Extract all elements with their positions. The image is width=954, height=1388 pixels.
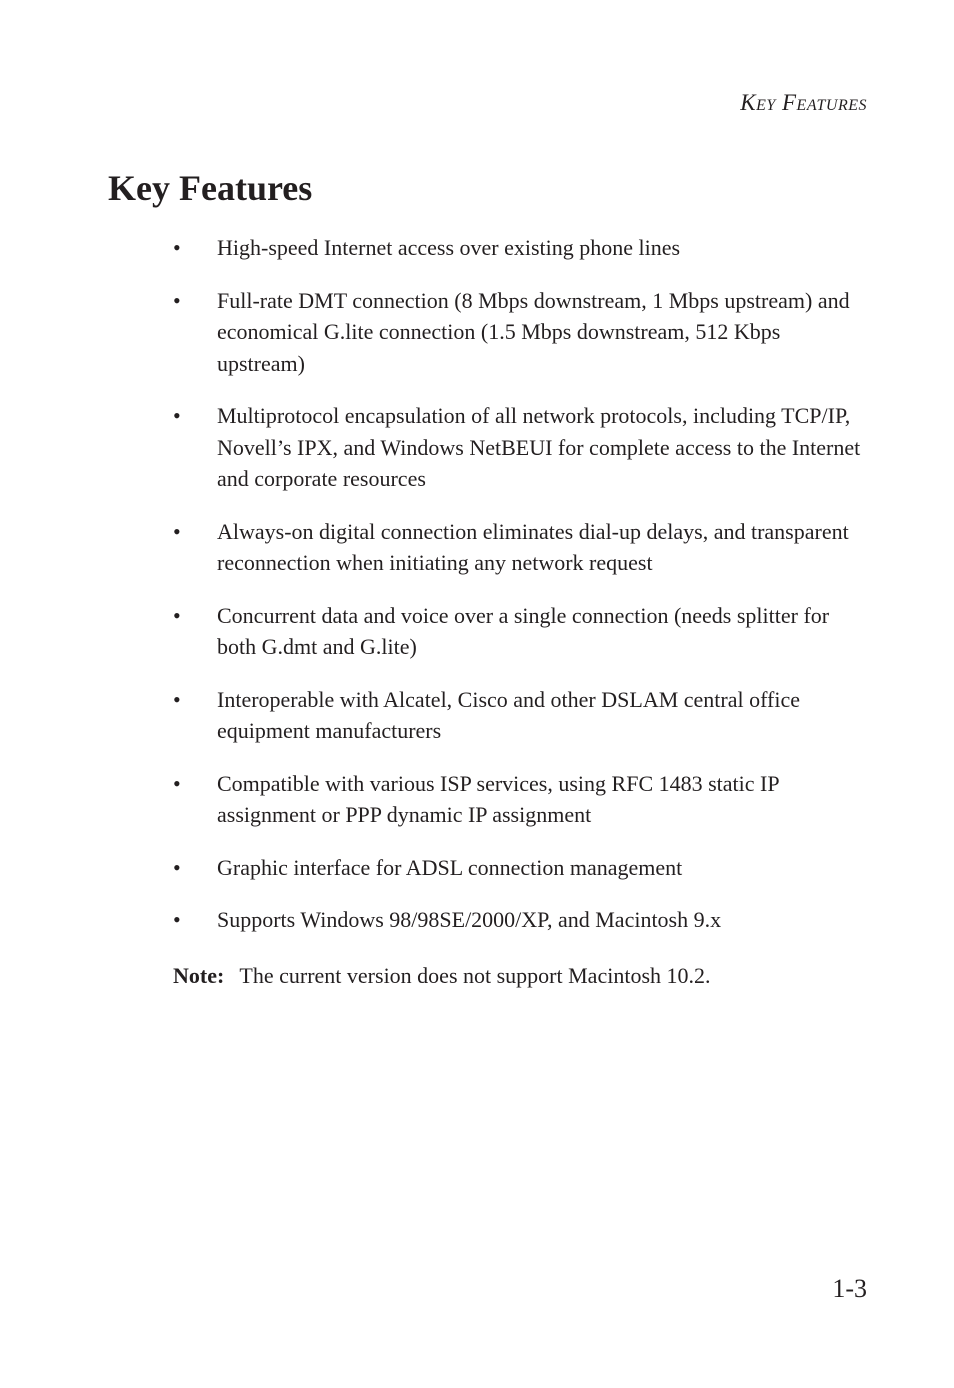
feature-text: High-speed Internet access over existing phone lines bbox=[217, 235, 681, 260]
feature-text: Compatible with various ISP services, using RFC 1483 static IP assignment or PPP dynamic IP assignment bbox=[217, 770, 779, 827]
feature-text: Graphic interface for ADSL connection management bbox=[217, 854, 683, 880]
feature-text: Full-rate DMT connection (8 Mbps downstream, 1 Mbps upstream) and economical G.lite connection (1.5 Mbps downstream, 512 Kbps upstream) bbox=[217, 287, 850, 376]
list-item bbox=[173, 684, 868, 747]
note-text: The current version does not support Macintosh 10.2. bbox=[239, 963, 711, 988]
bullet: • bbox=[173, 770, 181, 796]
bullet: • bbox=[173, 403, 181, 428]
bullet: • bbox=[173, 907, 181, 932]
feature-text: Always-on digital connection eliminates dial-up delays, and transparent reconnection when initiating any network request bbox=[217, 518, 849, 575]
page-number: 1-3 bbox=[832, 1274, 867, 1303]
list-item bbox=[173, 516, 868, 579]
list-item bbox=[173, 400, 868, 495]
bullet: • bbox=[173, 518, 181, 544]
list-item bbox=[173, 768, 868, 831]
feature-list bbox=[173, 232, 868, 957]
bullet: • bbox=[173, 287, 181, 313]
list-item bbox=[173, 600, 868, 663]
bullet: • bbox=[173, 854, 181, 880]
list-item bbox=[173, 285, 868, 380]
running-header: Key Features bbox=[740, 90, 867, 115]
list-item bbox=[173, 232, 868, 264]
page-title: Key Features bbox=[108, 168, 313, 208]
feature-text: Interoperable with Alcatel, Cisco and other DSLAM central office equipment manufacturers bbox=[217, 686, 801, 743]
bullet: • bbox=[173, 235, 181, 260]
feature-text: Concurrent data and voice over a single connection (needs splitter for both G.dmt and G.lite) bbox=[217, 602, 830, 659]
list-item bbox=[173, 904, 868, 936]
bullet: • bbox=[173, 686, 181, 712]
feature-text: Multiprotocol encapsulation of all network protocols, including TCP/IP, Novell’s IPX, and Windows NetBEUI for complete access to the Internet and corporate resources bbox=[217, 403, 861, 491]
note-label: Note: bbox=[173, 963, 225, 988]
list-item bbox=[173, 852, 868, 884]
feature-text: Supports Windows 98/98SE/2000/XP, and Macintosh 9.x bbox=[217, 907, 722, 932]
note bbox=[173, 960, 868, 992]
bullet: • bbox=[173, 602, 181, 628]
